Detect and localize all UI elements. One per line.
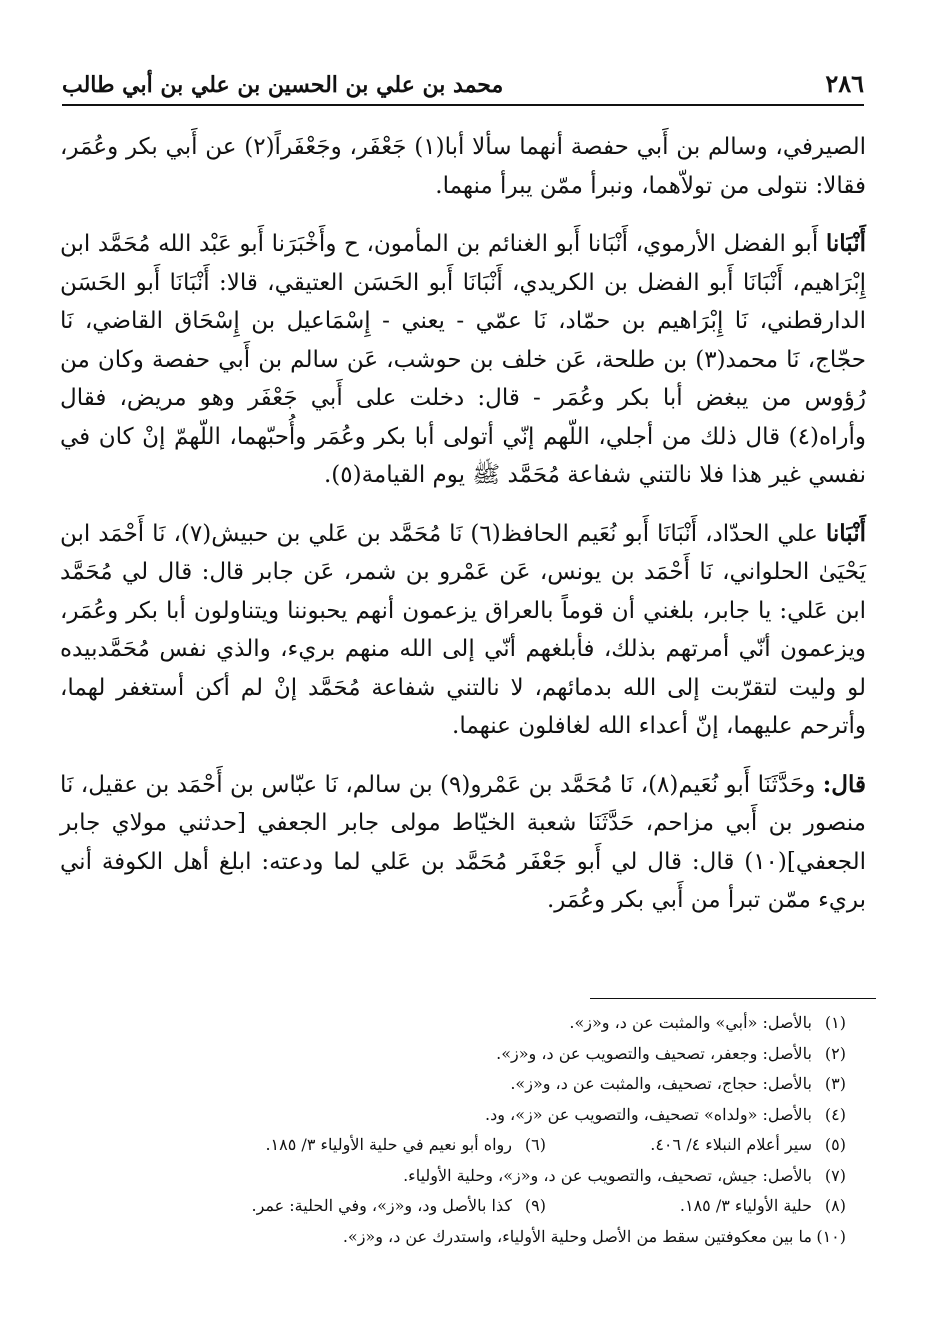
footnote-row — [60, 1161, 846, 1192]
footnote-text: بالأصل: «ولداه» تصحيف، والتصويب عن «ز»، ود. — [485, 1104, 812, 1124]
footnote-number: (٩) — [524, 1196, 546, 1215]
footnote — [251, 1191, 546, 1222]
footnote — [343, 1222, 846, 1253]
paragraph — [60, 225, 866, 495]
paragraph-text: وحَدَّثَنَا أَبو نُعَيم(٨)، نَا مُحَمَّد بن عَمْرو(٩) بن سالم، نَا عبّاس بن أَحْمَد بن عقيل، نَا منصور بن أَبي مزاحم، حَدَّثَنَا شعبة الخيّاط مولى جابر الجعفي [حدثني مولاي جابر الجعفي](١٠) قال: قال لي أَبو جَعْفَر مُحَمَّد بن عَلي لما ودعته: ابلغ أهل الكوفة أني بريء ممّن تبرأ من أَبي بكر وعُمَر. — [60, 771, 866, 913]
footnote-number: (٦) — [524, 1135, 546, 1154]
footnote-text: حلية الأولياء ٣/ ١٨٥. — [679, 1196, 812, 1215]
footnote-number: (٤) — [824, 1104, 846, 1124]
footnote-number: (٧) — [824, 1165, 846, 1185]
footnote-row — [60, 1222, 846, 1253]
footnote-row — [60, 1191, 846, 1222]
footnote — [265, 1130, 546, 1161]
page-number: ٢٨٦ — [825, 69, 864, 98]
footnote-number: (٥) — [824, 1135, 846, 1154]
footnote-row — [60, 1100, 846, 1131]
footnote-number: (٢) — [824, 1043, 846, 1063]
footnote-number: (١) — [824, 1013, 846, 1032]
page-header — [62, 62, 864, 106]
footnote-row — [60, 1008, 846, 1039]
footnote — [496, 1039, 846, 1070]
footnote-row — [60, 1039, 846, 1070]
footnote — [510, 1069, 846, 1100]
footnote — [546, 1191, 846, 1222]
paragraph-lead-word: قال: — [822, 770, 866, 798]
footnote-text: بالأصل: «أبي» والمثبت عن د، و«ز». — [569, 1013, 812, 1032]
footnote-number: (٣) — [824, 1074, 846, 1093]
footnote-text: بالأصل: حجاج، تصحيف، والمثبت عن د، و«ز». — [510, 1074, 812, 1093]
paragraph-text: أَبو الفضل الأرموي، أَنْبَانا أَبو الغنائم بن المأمون، ح وأَخْبَرَنا أَبو عَبْد الله مُحَمَّد ابن إِبْرَاهيم، أَنْبَانَا أَبو الفضل بن الكريدي، أَنْبَانَا أَبو الحَسَن العتيقي، قالا: أَنْبَانَا أَبو الحَسَن الدارقطني، نَا إِبْرَاهيم بن حمّاد، نَا عمّي - يعني - إِسْمَاعيل بن إِسْحَاق القاضي، نَا حجّاج، نَا محمد(٣) بن طلحة، عَن خلف بن حوشب، عَن سالم بن أَبي حفصة وكان من رُؤوس من يبغض أبا بكر وعُمَر - قال: دخلت على أَبي جَعْفَر وهو مريض، فقال وأراه(٤) قال ذلك من أجلي، اللّهم إنّي أتولى أبا بكر وعُمَر وأُحبّهما، اللّهمّ إنْ كان في نفسي غير هذا فلا نالتني شفاعة مُحَمَّد ﷺ يوم القيامة(٥). — [60, 231, 866, 488]
footnote — [546, 1130, 846, 1161]
footnote-text: كذا بالأصل ود، و«ز»، وفي الحلية: عمر. — [251, 1196, 512, 1215]
footnote — [403, 1161, 846, 1192]
main-text — [60, 128, 866, 940]
running-title: محمد بن علي بن الحسين بن علي بن أبي طالب — [62, 72, 504, 98]
paragraph-lead-word: أَنْبَانا — [825, 230, 866, 257]
footnote-row — [60, 1130, 846, 1161]
footnote-row — [60, 1069, 846, 1100]
paragraph — [60, 766, 866, 920]
paragraph — [60, 515, 866, 746]
footnote-text: رواه أبو نعيم في حلية الأولياء ٣/ ١٨٥. — [265, 1135, 512, 1154]
footnote — [569, 1008, 846, 1039]
footnote — [485, 1100, 846, 1131]
paragraph — [60, 128, 866, 205]
footnote-text: بالأصل: جيش، تصحيف، والتصويب عن د، و«ز»، وحلية الأولياء. — [403, 1165, 812, 1185]
footnote-number: (١٠) — [816, 1226, 846, 1246]
footnote-number: (٨) — [824, 1196, 846, 1215]
paragraph-text: علي الحدّاد، أَنْبَانَا أَبو نُعَيم الحافظ(٦) نَا مُحَمَّد بن عَلي بن حبيش(٧)، نَا أَحْمَد ابن يَحْيَىٰ الحلواني، نَا أَحْمَد بن يونس، عَن عَمْرو بن شمر، عَن جابر قال: قال لي مُحَمَّد ابن عَلي: يا جابر، بلغني أن قوماً بالعراق يزعمون أنهم يحبوننا ويتناولون أبا بكر وعُمَر، ويزعمون أنّي أمرتهم بذلك، فأبلغهم أنّي إلى الله منهم بريء، والذي نفس مُحَمَّدبيده لو وليت لتقرّبت إلى الله بدمائهم، لا نالتني شفاعة مُحَمَّد إنْ لم أكن أستغفر لهما، وأترحم عليهما، إنّ أعداء الله لغافلون عنهما. — [60, 520, 866, 739]
paragraph-lead-word: أَنْبَانا — [825, 519, 866, 547]
footnote-divider — [590, 998, 876, 999]
footnote-text: بالأصل: وجعفر، تصحيف والتصويب عن د، و«ز». — [496, 1043, 812, 1063]
footnotes — [60, 1008, 846, 1252]
footnote-text: ما بين معكوفتين سقط من الأصل وحلية الأولياء، واستدرك عن د، و«ز». — [342, 1226, 812, 1246]
paragraph-text: الصيرفي، وسالم بن أَبي حفصة أنهما سألا أبا(١) جَعْفَر، وجَعْفَراً(٢) عن أَبي بكر وعُمَر، فقالا: نتولى من تولاّهما، ونبرأ ممّن يبرأ منهما. — [60, 134, 866, 199]
footnote-text: سير أعلام النبلاء ٤/ ٤٠٦. — [650, 1135, 812, 1154]
